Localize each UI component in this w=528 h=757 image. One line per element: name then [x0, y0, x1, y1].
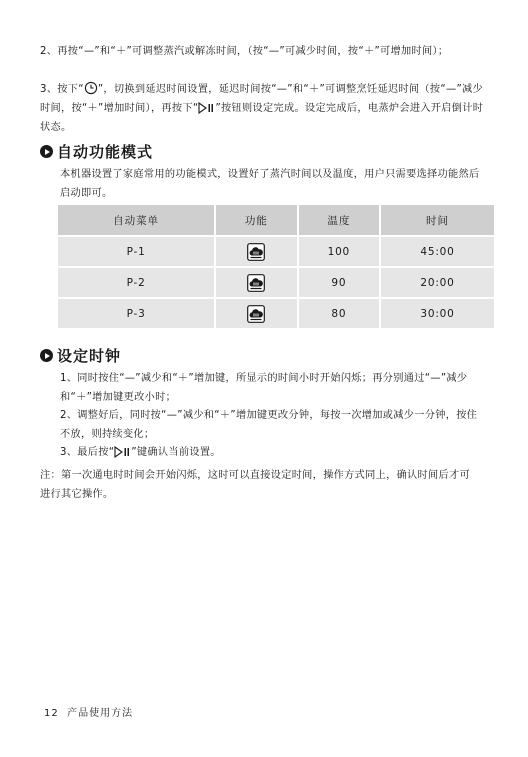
minus-symbol: — [83, 46, 95, 57]
auto-mode-intro: 本机器设置了家庭常用的功能模式，设置好了蒸汽时间以及温度，用户只需要选择功能然后启动即可。 [60, 169, 480, 199]
steam-cloud-icon [247, 243, 265, 261]
auto-menu-table [58, 205, 494, 330]
section-name: 产品使用方法 [67, 708, 134, 719]
plus-symbol: ＋ [308, 84, 320, 95]
steam-cloud-icon [247, 305, 265, 323]
table-row [58, 268, 494, 299]
minus-symbol: — [124, 373, 136, 384]
table-row [58, 237, 494, 268]
play-pause-icon [198, 102, 215, 114]
temperature-cell: 90 [299, 268, 381, 299]
time-cell: 30:00 [381, 299, 494, 330]
menu-cell: P-2 [58, 268, 216, 299]
clock-step-2: 2、调整好后，同时按“—”减少和“＋”增加键更改分钟，每按一次增加或减少一分钟，按住不放，则持续变化； [60, 410, 478, 440]
plus-symbol: ＋ [87, 103, 99, 114]
header-temperature: 温度 [299, 205, 381, 237]
play-bullet-icon [40, 349, 53, 362]
table-header-row [58, 205, 494, 237]
menu-cell: P-1 [58, 237, 216, 268]
play-pause-icon [114, 446, 131, 458]
minus-symbol: — [268, 46, 280, 57]
clock-delay-icon [84, 81, 98, 95]
function-cell [216, 299, 298, 330]
step-2-text: 2、再按“—”和“＋”可调整蒸汽或解冻时间，（按“—”可减少时间，按“＋”可增加时间）； [40, 46, 449, 57]
time-cell: 20:00 [381, 268, 494, 299]
plus-symbol: ＋ [177, 373, 189, 384]
steam-cloud-icon [247, 274, 265, 292]
minus-symbol: — [445, 84, 457, 95]
function-cell [216, 268, 298, 299]
plus-symbol: ＋ [363, 46, 375, 57]
minus-symbol: — [276, 84, 288, 95]
auto-mode-heading: 自动功能模式 [40, 141, 153, 162]
play-bullet-icon [40, 145, 53, 158]
plus-symbol: ＋ [219, 410, 231, 421]
clock-step-3: 3、最后按“ ”键确认当前设置。 [60, 447, 221, 458]
header-menu: 自动菜单 [58, 205, 216, 237]
header-function: 功能 [216, 205, 298, 237]
clock-step-1: 1、同时按住“—”减少和“＋”增加键，所显示的时间小时开始闪烁；再分别通过“—”减少和“＋”增加键更改小时； [60, 373, 468, 403]
table-row [58, 299, 494, 330]
minus-symbol: — [166, 410, 178, 421]
temperature-cell: 100 [299, 237, 381, 268]
header-time: 时间 [381, 205, 494, 237]
plus-symbol: ＋ [115, 46, 127, 57]
plus-symbol: ＋ [76, 392, 87, 403]
function-cell [216, 237, 298, 268]
menu-cell: P-3 [58, 299, 216, 330]
set-clock-heading: 设定时钟 [40, 345, 121, 366]
time-cell: 45:00 [381, 237, 494, 268]
page-footer [44, 704, 133, 719]
temperature-cell: 80 [299, 299, 381, 330]
step-3-text: 3、按下“ ”，切换到延迟时间设置，延迟时间按“—”和“＋”可调整烹饪延迟时间（按“—”减少时间，按“＋”增加时间），再按下“ ”按钮则设定完成。设定完成后，电蒸炉会进入开启倒计时状态。 [40, 80, 488, 137]
note-text: 注：第一次通电时时间会开始闪烁，这时可以直接设定时间，操作方式同上，确认时间后才可进行其它操作。 [40, 470, 470, 500]
page-number: 12 [44, 708, 59, 719]
minus-symbol: — [430, 373, 441, 384]
